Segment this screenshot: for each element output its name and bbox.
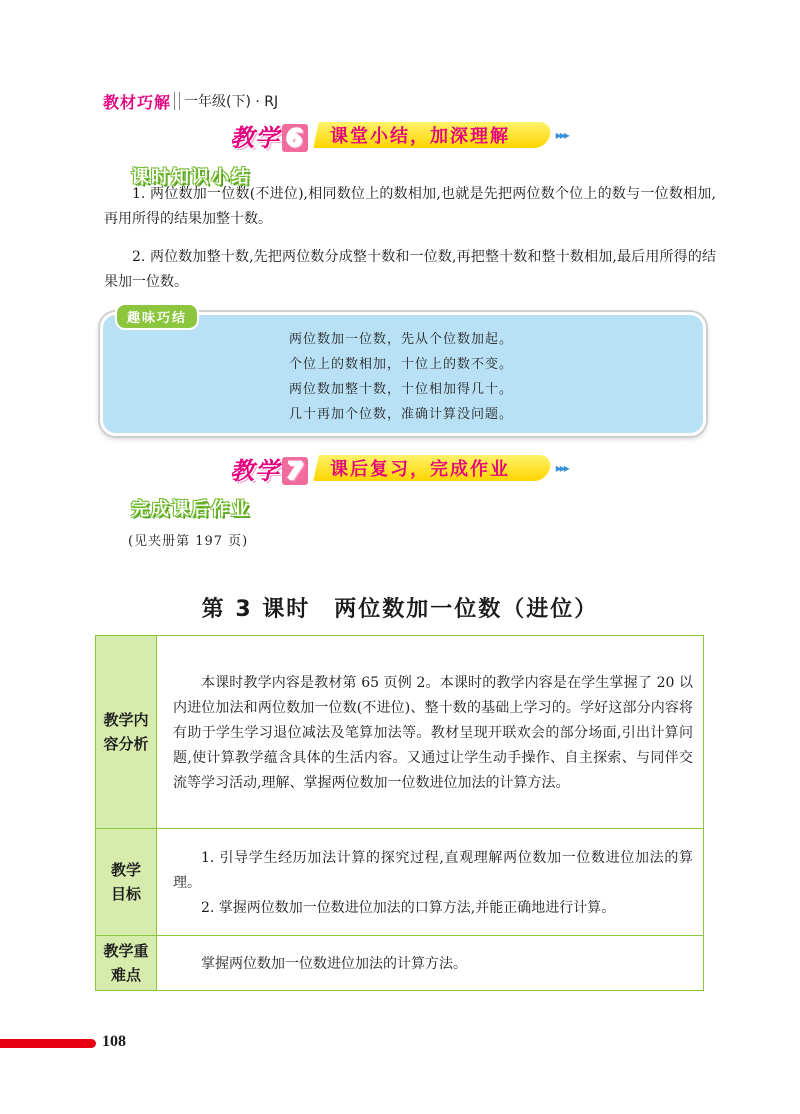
arrow-icon: ▸▸▸ (555, 461, 568, 475)
step-6-title-bar (313, 122, 553, 148)
page-marker-bar (0, 1039, 96, 1048)
book-brand: 教材巧解 (103, 92, 172, 112)
rhyme-line: 几十再加个位数，准确计算没问题。 (289, 407, 514, 422)
content-paragraph: 掌握两位数加一位数进位加法的计算方法。 (201, 955, 467, 972)
grade-label: 一年级(下) · RJ (184, 94, 279, 110)
step-6-label: 教学 6 (230, 118, 308, 153)
rhyme-line: 个位上的数相加，十位上的数不变。 (289, 357, 514, 372)
content-paragraph: 1. 引导学生经历加法计算的探究过程,直观理解两位数加一位数进位加法的算理。 (173, 849, 693, 891)
step-7-banner (230, 453, 568, 483)
homework-reference: (见夹册第 197 页) (128, 534, 249, 549)
summary-item-1: 1. 两位数加一位数(不进位),相同数位上的数相加,也就是先把两位数个位上的数与一位数相加,再用所得的结果加整十数。 (104, 186, 716, 227)
homework-section-heading: 完成课后作业 (131, 499, 251, 520)
table-row (96, 829, 704, 936)
rhyme-line: 两位数加一位数，先从个位数加起。 (289, 332, 514, 347)
rhyme-line: 两位数加整十数，十位相加得几十。 (289, 382, 514, 397)
lesson-plan-table (95, 635, 704, 991)
fun-summary-box (100, 312, 706, 436)
lesson-title: 第 3 课时 两位数加一位数（进位） (201, 597, 599, 622)
table-row (96, 936, 704, 991)
fun-summary-tag: 趣味巧结 (115, 303, 199, 330)
summary-section-heading: 课时知识小结 (131, 167, 251, 188)
page-number: 108 (102, 1033, 126, 1050)
row-label: 教学目标 (96, 829, 157, 936)
step-6-banner (230, 120, 568, 150)
header-divider (174, 92, 180, 110)
row-label: 教学重难点 (96, 936, 157, 991)
running-header (103, 90, 278, 112)
step-6-number: 6 (282, 124, 308, 152)
content-paragraph: 本课时教学内容是教材第 65 页例 2。本课时的教学内容是在学生掌握了 20 以内进位加法和两位数加一位数(不进位)、整十数的基础上学习的。学好这部分内容将有助于学生学习退位减法及笔算加法等。教材呈现开联欢会的部分场面,引出计算问题,使计算教学蕴含具体的生活内容。又通过让学生动手操作、自主探索、与同伴交流等学习活动,理解、掌握两位数加一位数进位加法的计算方法。 (173, 674, 693, 791)
row-content (157, 636, 704, 829)
summary-item-2: 2. 两位数加整十数,先把两位数分成整十数和一位数,再把整十数和整十数相加,最后用所得的结果加一位数。 (104, 249, 716, 290)
row-content (157, 936, 704, 991)
rhyme-lines (289, 327, 513, 427)
step-7-label: 教学 7 (230, 451, 308, 486)
arrow-icon: ▸▸▸ (555, 128, 568, 142)
row-content (157, 829, 704, 936)
step-6-title: 课堂小结，加深理解 (329, 126, 510, 147)
step-7-title: 课后复习，完成作业 (329, 459, 510, 480)
step-7-title-bar (313, 455, 553, 481)
content-paragraph: 2. 掌握两位数加一位数进位加法的口算方法,并能正确地进行计算。 (201, 899, 616, 916)
table-row (96, 636, 704, 829)
step-7-number: 7 (282, 457, 308, 485)
row-label: 教学内容分析 (96, 636, 157, 829)
